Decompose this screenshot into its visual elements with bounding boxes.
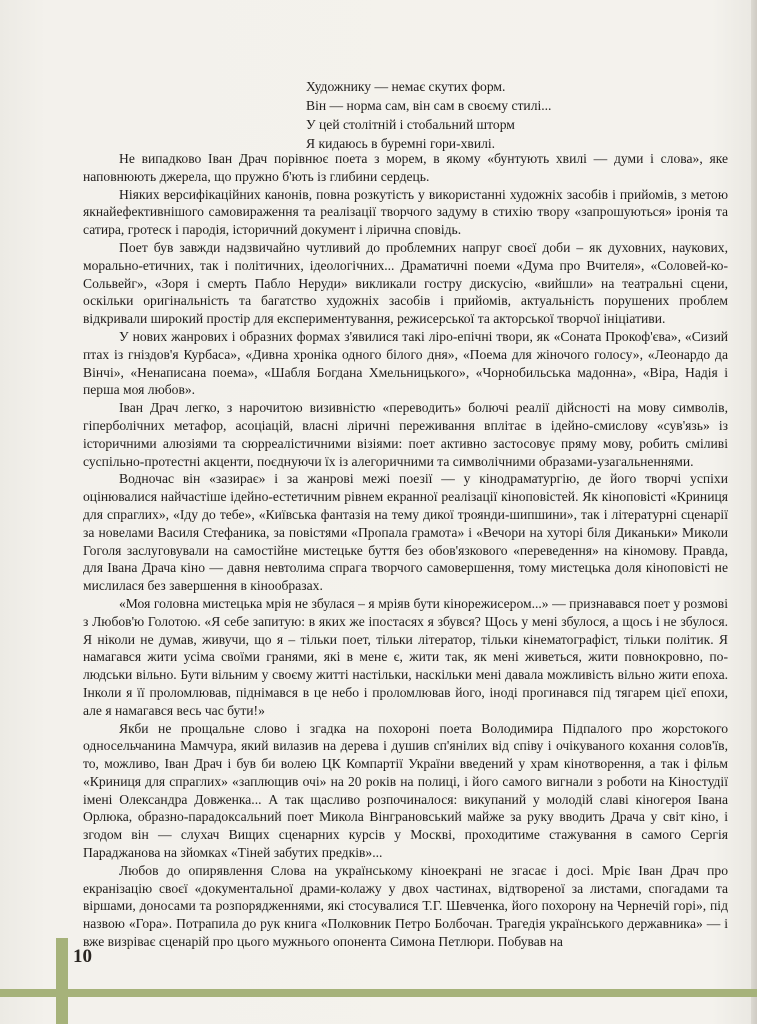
page-edge-shadow [751, 0, 757, 1024]
paragraph: Любов до опирявлення Слова на українському кіноекрані не згасає і досі. Мріє Іван Драч про екранізацію своєї «документальної драми-колажу у двох частинах, відтвореної за листами, спогадами та віршами, доносами та розпорядженнями, які стосувалися Т.Г. Шевченка, його похорону на Чернечій горі», під назвою «Гора». Потрапила до рук книга «Полковник Петро Болбочан. Трагедія українського державника» — і вже визріває сценарій про цього мужнього опонента Симона Петлюри. Побував на [83, 862, 728, 950]
poem-line: Він — норма сам, він сам в своєму стилі... [306, 98, 552, 113]
page-number: 10 [73, 946, 92, 967]
poem-line: Я кидаюсь в буремні гори-хвилі. [306, 136, 496, 151]
paragraph: Ніяких версифікаційних канонів, повна розкутість у використанні художніх засобів і прийомів, з метою якнайефективнішого самовираження та реалізації творчого задуму в стихію твору «запрошуються» іронія та сатира, гротеск і пародія, історичний документ і лірична сповідь. [83, 186, 728, 238]
epigraph-poem [306, 77, 686, 153]
decorative-horizontal-bar [0, 989, 757, 997]
paragraph: Водночас він «зазирає» і за жанрові межі поезії — у кінодраматургію, де його творчі успіхи оцінювалися найчастіше ідейно-естетичним рівнем екранної реалізації кіноповістей. Як кіноповісті «Криниця для спраглих», «Іду до тебе», «Київська фантазія на тему дикої троянди-шипшини», так і літературні сценарії за новелами Василя Стефаника, за повістями «Пропала грамота» і «Вечори на хуторі біля Диканьки» Миколи Гоголя заслуговували на самостійне мистецьке буття без обов'язкового «переведення» на кіномову. Правда, для Івана Драча кіно — давня невтолима спрага творчого самовершення, тому мистецька доля кіноповісті не мислилася без завершення в кінообразах. [83, 471, 728, 594]
paragraph: Якби не прощальне слово і згадка на похороні поета Володимира Підпалого про жорстокого односельчанина Мамчура, який вилазив на дерева і душив сп'янілих від співу і очікуваного кохання солов'їв, то, можливо, Іван Драч і був би волею ЦК Компартії України введений у храм кінотворення, а так і фільм «Криниця для спраглих» «заплющив очі» на 20 років на полиці, і його самого вигнали з роботи на Кіностудії імені Олександра Довженка... А так щасливо розпочиналося: викупаний у молодій славі кіногероя Івана Орлюка, образно-парадоксальний поет Микола Вінграновський майже за руку вводить Драча у світ кіно, і згодом він — слухач Вищих сценарних курсів у Москві, проходитиме стажування в самого Сергія Параджанова на зйомках «Тіней забутих предків»... [83, 720, 728, 861]
body-text [83, 150, 728, 951]
decorative-vertical-bar [56, 938, 68, 1024]
poem-line: У цей столітній і стобальний шторм [306, 117, 515, 132]
paragraph: «Моя головна мистецька мрія не збулася – я мріяв бути кінорежисером...» — признавався поет у розмові з Любов'ю Голотою. «Я себе запитую: в яких же іпостасях я збувся? Щось у мені збулося, а щось і не збулося. Я ніколи не думав, живучи, що я – тільки поет, тільки літератор, тільки кінематографіст, тільки політик. Я намагався жити усіма своїми гранями, які в мене є, жити так, як мені живеться, жити повнокровно, по-людськи вільно. Бути вільним у своєму житті настільки, наскільки мені давала можливість вільно жити епоха. Інколи я її проломлював, піднімався в це небо і проломлював його, іноді прогинався під тягарем цієї епохи, але я намагався весь час бути!» [83, 595, 728, 718]
paragraph: У нових жанрових і образних формах з'явилися такі ліро-епічні твори, як «Соната Прокоф'єва», «Сизий птах із гніздов'я Курбаса», «Дивна хроніка одного білого дня», «Поема для жіночого голосу», «Леонардо да Вінчі», «Ненаписана поема», «Шабля Богдана Хмельницького», «Чорнобильська мадонна», «Віра, Надія і перша моя любов». [83, 328, 728, 398]
paragraph: Поет був завжди надзвичайно чутливий до проблемних напруг своєї доби – як духовних, наукових, морально-етичних, так і політичних, ідеологічних... Драматичні поеми «Дума про Вчителя», «Соловей-ко-Сольвейг», «Зоря і смерть Пабло Неруди» викликали гостру дискусію, «вийшли» на театральні сцени, оскільки оригінальність та багатство художніх засобів і прийомів, актуальність порушених проблем відкривали широкий простір для експериментування, режисерської та акторської творчої ініціативи. [83, 239, 728, 327]
paragraph: Іван Драч легко, з нарочитою визивністю «переводить» болючі реалії дійсності на мову символів, гіперболічних метафор, асоціацій, власні ліричні переживання вплітає в ідейно-смислову «сув'язь» із історичними алюзіями та сюрреалістичними візіями: поет активно застосовує пряму мову, робить сміливі суспільно-протестні акценти, поєднуючи їх із алегоричними та символічними образами-узагальненнями. [83, 400, 728, 469]
poem-line: Художнику — немає скутих форм. [306, 79, 506, 94]
paragraph: Не випадково Іван Драч порівнює поета з морем, в якому «бунтують хвилі — думи і слова», яке наповнюють джерела, що пружно б'ють із глибини сердець. [83, 151, 728, 184]
